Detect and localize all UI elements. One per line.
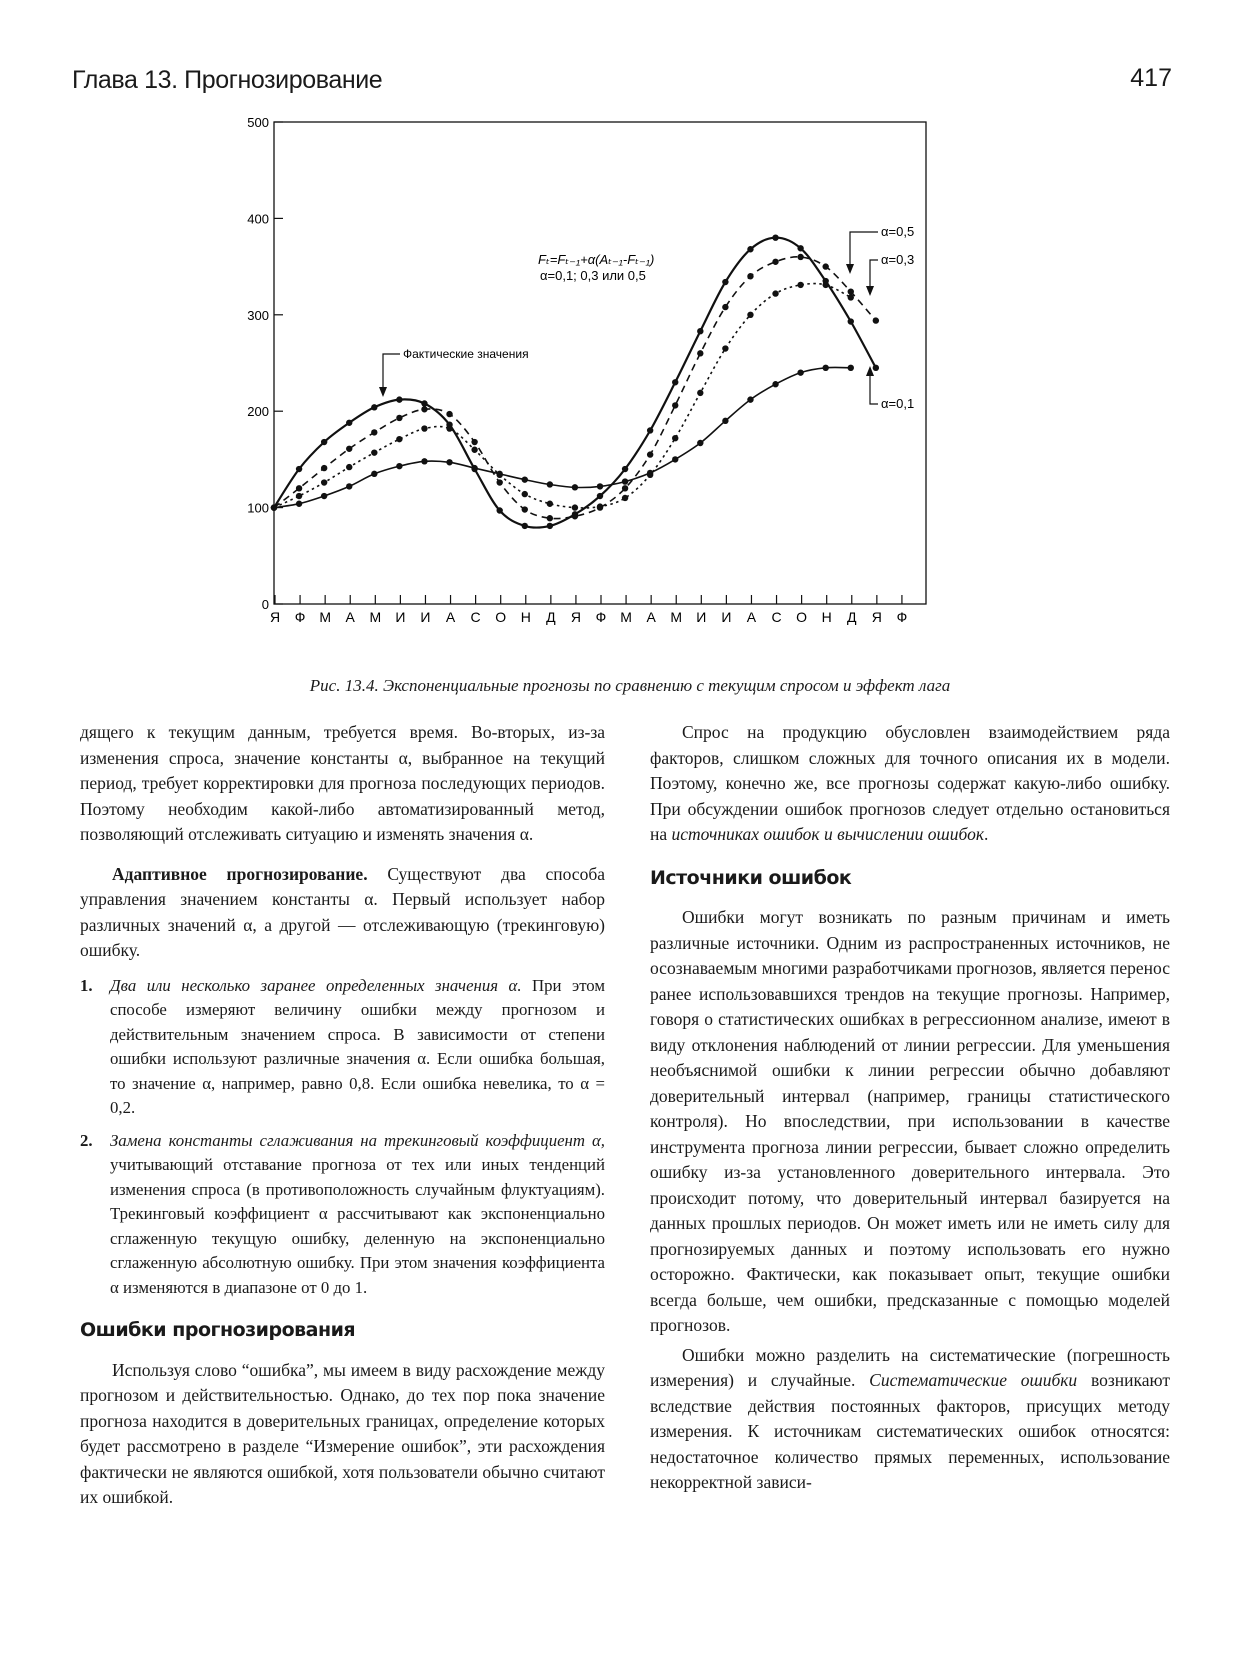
data-point: [496, 471, 502, 477]
data-point: [622, 466, 628, 472]
data-point: [722, 279, 728, 285]
x-tick-label: А: [345, 609, 355, 625]
data-point: [647, 470, 653, 476]
data-point: [572, 504, 578, 510]
data-point: [697, 350, 703, 356]
x-tick-label: Н: [821, 609, 832, 625]
data-point: [722, 345, 728, 351]
data-point: [371, 429, 377, 435]
data-point: [672, 402, 678, 408]
x-tick-label: И: [420, 609, 431, 625]
data-point: [597, 503, 603, 509]
data-point: [371, 449, 377, 455]
data-point: [346, 420, 352, 426]
section-heading-sources: Источники ошибок: [650, 866, 852, 889]
data-point: [647, 451, 653, 457]
data-point: [547, 481, 553, 487]
alpha-03-label: α=0,3: [881, 252, 915, 267]
list-item: [80, 974, 605, 1121]
x-tick-label: И: [395, 609, 406, 625]
data-point: [471, 439, 477, 445]
data-point: [547, 515, 553, 521]
data-point: [296, 493, 302, 499]
page-number: 417: [1130, 64, 1172, 92]
x-tick-label: Ф: [595, 609, 607, 625]
data-point: [421, 400, 427, 406]
data-point: [747, 396, 753, 402]
adaptive-runin: Адаптивное прогнозирование.: [112, 863, 368, 884]
x-tick-label: С: [771, 609, 782, 625]
chart-annotations: [379, 224, 914, 411]
data-point: [622, 485, 628, 491]
x-tick-label: Ф: [896, 609, 908, 625]
data-point: [446, 459, 452, 465]
actual-arrowhead: [379, 387, 387, 397]
data-point: [471, 447, 477, 453]
data-point: [772, 381, 778, 387]
right-p1-emphasis: источниках ошибок и вычислении ошибок: [671, 824, 985, 844]
running-head: [72, 60, 1172, 100]
data-point: [446, 425, 452, 431]
data-point: [421, 458, 427, 464]
right-paragraph-1: [650, 720, 1170, 848]
data-point: [321, 479, 327, 485]
data-point: [797, 282, 803, 288]
data-point: [797, 369, 803, 375]
data-point: [496, 507, 502, 513]
data-point: [371, 404, 377, 410]
right-paragraph-2: Ошибки могут возникать по разным причинам и иметь различные источники. Одним из распространенных источников, не осознаваемым многими разработчиками прогнозов, является перенос ранее использовавшихся трендов на текущие прогнозы. Например, говоря о статистических ошибках в регрессионном анализе, имеют в виду отклонения наблюдений от линии регрессии. Для уменьшения необъяснимой ошибки к линии регрессии обычно добавляют доверительный интервал (например, границы статистического контроля). Но впоследствии, при использовании в качестве инструмента прогноза линии регрессии, бывает сложно определить ошибку из-за установленного доверительного интервала. Это происходит потому, что доверительный интервал базируется на данных прошлых периодов. Он может иметь или не иметь силу для прогнозируемых данных и поэтому использовать его нужно осторожно. Фактически, как показывает опыт, текущие ошибки всегда больше, чем ошибки, предсказанные с помощью моделей прогнозов.: [650, 907, 1170, 1335]
actual-label: Фактические значения: [403, 347, 529, 361]
data-point: [672, 379, 678, 385]
data-point: [848, 288, 854, 294]
data-point: [697, 390, 703, 396]
data-point: [421, 425, 427, 431]
data-point: [522, 491, 528, 497]
data-point: [396, 463, 402, 469]
data-point: [547, 501, 553, 507]
data-point: [822, 365, 828, 371]
left-paragraph-2: Используя слово “ошибка”, мы имеем в виду расхождение между прогнозом и действительностью. Однако, до тех пор пока значение прогноза находится в доверительных границах, определение которых будет рассмотрено в разделе “Измерение ошибок”, эти расхождения фактически не являются ошибкой, хотя пользователи обычно считают их ошибкой.: [80, 1359, 605, 1507]
x-tick-label: Я: [269, 609, 281, 625]
data-point: [873, 365, 879, 371]
data-point: [597, 493, 603, 499]
data-point: [396, 396, 402, 402]
x-tick-label: А: [746, 609, 757, 625]
x-tick-label: М: [319, 609, 331, 625]
x-tick-label: А: [646, 609, 656, 625]
x-tick-label: С: [470, 609, 481, 625]
data-point: [848, 294, 854, 300]
adaptive-paragraph: [80, 862, 605, 964]
y-tick-label: 300: [247, 307, 269, 323]
data-point: [848, 365, 854, 371]
data-point: [396, 415, 402, 421]
x-tick-label: О: [495, 609, 507, 625]
list-item: [80, 1129, 605, 1301]
right-p3-end: возникают вследствие действия постоянных факторов, присущих методу измерения. К источникам систематических ошибок относятся: недостаточное количество прямых переменных, использование некорректной зависи-: [650, 1370, 1170, 1492]
data-point: [822, 282, 828, 288]
data-point: [522, 506, 528, 512]
data-point: [697, 440, 703, 446]
alpha-03-arrowhead: [866, 286, 874, 296]
plot-frame: [274, 122, 926, 604]
data-point: [622, 495, 628, 501]
data-point: [346, 446, 352, 452]
list-item-number: 1.: [80, 975, 93, 995]
x-tick-label: Я: [570, 609, 581, 625]
data-point: [296, 466, 302, 472]
data-point: [747, 312, 753, 318]
data-point: [321, 439, 327, 445]
data-point: [471, 465, 477, 471]
alpha-05-arrowhead: [846, 264, 854, 274]
data-point: [522, 476, 528, 482]
y-tick-label: 400: [247, 211, 269, 227]
data-point: [396, 436, 402, 442]
chapter-title: Глава 13. Прогнозирование: [72, 66, 383, 94]
method-list: [80, 974, 605, 1301]
data-point: [321, 493, 327, 499]
section-heading-errors: Ошибки прогнозирования: [80, 1319, 356, 1341]
right-paragraph-3: [650, 1343, 1170, 1496]
right-p3-start: Ошибки можно разделить на систематические (погрешность измерения) и случайные.: [650, 1344, 1170, 1390]
data-point: [722, 304, 728, 310]
list-item-text: При этом способе измеряют величину ошибки между прогнозом и действительным значением спроса. В зависимости от степени ошибки используют различные значения α. Если ошибка большая, то значение α, например, равно 0,8. Если ошибка невелика, то α = 0,2.: [110, 975, 605, 1117]
figure-chart: [240, 112, 940, 672]
x-tick-label: И: [721, 609, 732, 625]
list-item-lead: Два или несколько заранее определенных значения α.: [110, 975, 522, 995]
data-point: [421, 406, 427, 412]
data-point: [647, 427, 653, 433]
data-point: [672, 435, 678, 441]
list-item-text: учитывающий отставание прогноза от тех или иных тенденций изменения спроса (в противоположность случайным флуктуациям). Трекинговый коэффициент α рассчитывают как экспоненциально сглаженную текущую ошибку, деленную на экспоненциально сглаженную абсолютную ошибку. При этом значения коэффициента α изменяются в диапазоне от 0 до 1.: [110, 1155, 605, 1297]
list-item-lead: Замена константы сглаживания на трекинговый коэффициент α,: [110, 1130, 605, 1150]
data-point: [822, 263, 828, 269]
data-point: [547, 523, 553, 529]
data-point: [722, 418, 728, 424]
data-point: [572, 484, 578, 490]
x-tick-label: Ф: [294, 609, 306, 625]
series-alpha-03-line: [274, 284, 851, 508]
x-tick-label: Н: [520, 609, 531, 625]
data-point: [572, 513, 578, 519]
x-tick-label: М: [620, 609, 632, 625]
x-tick-label: Д: [847, 609, 857, 625]
x-tick-label: М: [670, 609, 683, 625]
data-point: [346, 464, 352, 470]
alpha-05-label: α=0,5: [881, 224, 915, 239]
data-point: [747, 246, 753, 252]
data-point: [672, 456, 678, 462]
data-point: [772, 259, 778, 265]
data-point: [797, 254, 803, 260]
data-point: [697, 328, 703, 334]
data-point: [873, 317, 879, 323]
series-alpha-01-line: [274, 367, 851, 507]
data-point: [371, 471, 377, 477]
data-point: [597, 483, 603, 489]
left-column: [80, 720, 605, 1511]
figure-caption: Рис. 13.4. Экспоненциальные прогнозы по сравнению с текущим спросом и эффект лага: [309, 676, 951, 695]
x-tick-label: Д: [546, 609, 556, 625]
data-point: [622, 478, 628, 484]
y-tick-label: 100: [247, 500, 269, 516]
data-point: [271, 504, 277, 510]
data-point: [321, 465, 327, 471]
right-p1-start: Спрос на продукцию обусловлен взаимодействием ряда факторов, слишком сложных для точного описания их в модели. Поэтому, конечно же, все прогнозы содержат какую-либо ошибку. При обсуждении ошибок прогнозов следует отдельно остановиться на: [650, 722, 1170, 844]
y-tick-label: 0: [261, 597, 269, 612]
formula-line-2: α=0,1; 0,3 или 0,5: [540, 268, 646, 283]
data-point: [747, 273, 753, 279]
y-tick-label: 500: [247, 115, 269, 130]
data-point: [296, 485, 302, 491]
data-point: [346, 483, 352, 489]
x-tick-label: О: [796, 609, 808, 625]
x-tick-label: М: [369, 609, 382, 625]
x-tick-label: А: [445, 609, 456, 625]
right-p1-end: .: [984, 824, 989, 844]
data-point: [772, 234, 778, 240]
data-point: [797, 245, 803, 251]
right-column: [650, 720, 1170, 1496]
left-paragraph-1: дящего к текущим данным, требуется время. Во-вторых, из-за изменения спроса, значение константы α, выбранное на текущий период, требует корректировки для прогноза последующих периодов. Поэтому необходим какой-либо автоматизированный метод, позволяющий отслеживать ситуацию и изменять значения α.: [80, 722, 605, 844]
data-point: [496, 479, 502, 485]
x-tick-label: Я: [871, 609, 882, 625]
list-item-number: 2.: [80, 1130, 93, 1150]
adaptive-text: Существуют два способа управления значением константы α. Первый использует набор различных значений α, а другой — отслеживающую (трекинговую) ошибку.: [80, 863, 605, 960]
data-point: [848, 318, 854, 324]
y-tick-label: 200: [247, 404, 269, 420]
data-point: [296, 501, 302, 507]
alpha-05-pointer: [850, 232, 878, 270]
data-point: [446, 411, 452, 417]
data-point: [772, 290, 778, 296]
alpha-01-label: α=0,1: [881, 396, 915, 411]
right-p3-emphasis: Систематические ошибки: [869, 1370, 1078, 1390]
formula-line-1: Fₜ=Fₜ₋₁+α(Aₜ₋₁-Fₜ₋₁): [538, 252, 655, 267]
x-tick-label: И: [696, 609, 707, 625]
data-point: [522, 523, 528, 529]
